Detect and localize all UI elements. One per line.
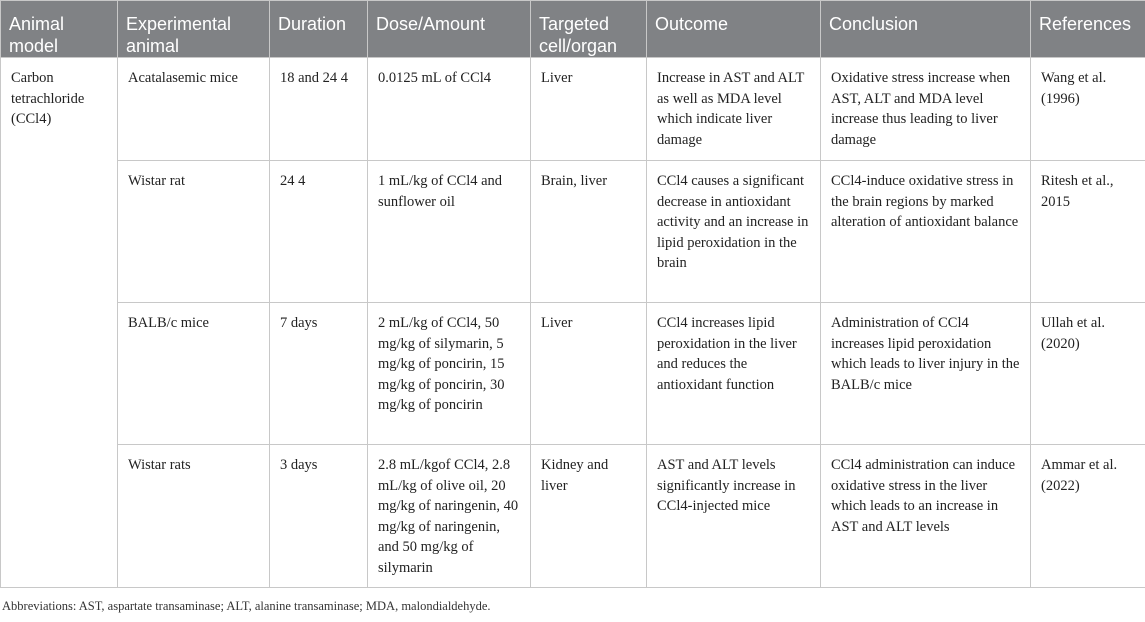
table-footnote: Abbreviations: AST, aspartate transaminase; ALT, alanine transaminase; MDA, malondialdehyde. — [2, 599, 491, 613]
duration-cell: 24 4 — [270, 161, 368, 303]
header-experimental-animal: Experimental animal — [118, 1, 270, 58]
reference-cell: Wang et al. (1996) — [1031, 58, 1145, 161]
target-cell: Brain, liver — [531, 161, 647, 303]
header-targeted-organ: Targeted cell/organ — [531, 1, 647, 58]
duration-cell: 18 and 24 4 — [270, 58, 368, 161]
table-row — [1, 303, 1145, 445]
outcome-cell: CCl4 causes a significant decrease in antioxidant activity and an increase in lipid peroxidation in the brain — [647, 161, 821, 303]
header-outcome: Outcome — [647, 1, 821, 58]
header-duration: Duration — [270, 1, 368, 58]
outcome-cell: Increase in AST and ALT as well as MDA level which indicate liver damage — [647, 58, 821, 161]
duration-cell: 7 days — [270, 303, 368, 445]
conclusion-cell: Oxidative stress increase when AST, ALT and MDA level increase thus leading to liver damage — [821, 58, 1031, 161]
dose-cell: 1 mL/kg of CCl4 and sunflower oil — [368, 161, 531, 303]
experimental-animal-cell: BALB/c mice — [118, 303, 270, 445]
duration-cell: 3 days — [270, 445, 368, 588]
experimental-animal-cell: Wistar rat — [118, 161, 270, 303]
reference-cell: Ritesh et al., 2015 — [1031, 161, 1145, 303]
conclusion-cell: CCl4 administration can induce oxidative stress in the liver which leads to an increase in AST and ALT levels — [821, 445, 1031, 588]
target-cell: Liver — [531, 58, 647, 161]
animal-model-cell: Carbon tetrachloride (CCl4) — [1, 58, 118, 588]
dose-cell: 0.0125 mL of CCl4 — [368, 58, 531, 161]
header-animal-model: Animal model — [1, 1, 118, 58]
reference-cell: Ammar et al. (2022) — [1031, 445, 1145, 588]
reference-cell: Ullah et al. (2020) — [1031, 303, 1145, 445]
experimental-animal-cell: Acatalasemic mice — [118, 58, 270, 161]
conclusion-cell: CCl4-induce oxidative stress in the brain regions by marked alteration of antioxidant balance — [821, 161, 1031, 303]
target-cell: Liver — [531, 303, 647, 445]
header-dose: Dose/Amount — [368, 1, 531, 58]
table-row — [1, 445, 1145, 588]
header-conclusion: Conclusion — [821, 1, 1031, 58]
dose-cell: 2.8 mL/kgof CCl4, 2.8 mL/kg of olive oil, 20 mg/kg of naringenin, 40 mg/kg of naringenin, and 50 mg/kg of silymarin — [368, 445, 531, 588]
table-row — [1, 58, 1145, 161]
dose-cell: 2 mL/kg of CCl4, 50 mg/kg of silymarin, 5 mg/kg of poncirin, 15 mg/kg of poncirin, 30 mg/kg of poncirin — [368, 303, 531, 445]
table-row — [1, 161, 1145, 303]
experimental-animal-cell: Wistar rats — [118, 445, 270, 588]
outcome-cell: AST and ALT levels significantly increase in CCl4-injected mice — [647, 445, 821, 588]
header-references: References — [1031, 1, 1145, 58]
conclusion-cell: Administration of CCl4 increases lipid peroxidation which leads to liver injury in the BALB/c mice — [821, 303, 1031, 445]
target-cell: Kidney and liver — [531, 445, 647, 588]
header-row — [1, 1, 1145, 58]
outcome-cell: CCl4 increases lipid peroxidation in the liver and reduces the antioxidant function — [647, 303, 821, 445]
